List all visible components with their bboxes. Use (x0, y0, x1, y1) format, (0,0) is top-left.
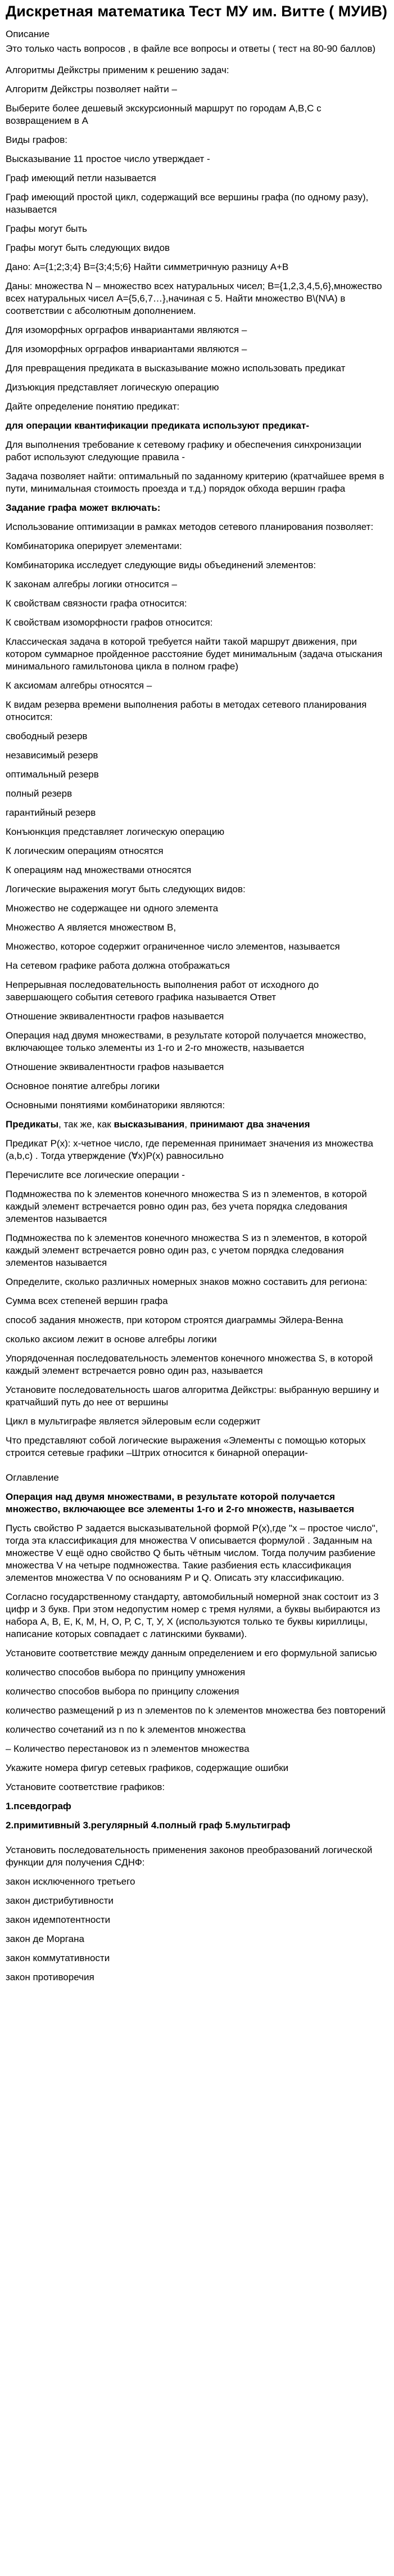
question-item: Операция над двумя множествами, в результате которой получается множество, включающее все элементы 1-го и 2-го множеств, называется (6, 1491, 355, 1514)
question-item: 2.примитивный 3.регулярный 4.полный граф 5.мультиграф (6, 1820, 291, 1831)
question-item: Использование оптимизации в рамках методов сетевого планирования позволяет: (6, 522, 374, 532)
intro-text: Это только часть вопросов , в файле все вопросы и ответы ( тест на 80-90 баллов) (6, 43, 376, 54)
question-item: закон коммутативности (6, 1953, 110, 1963)
text-run: принимают два значения (189, 1119, 310, 1130)
question-item: Установите соответствие графиков: (6, 1782, 165, 1792)
question-item: для операции квантификации предиката используют предикат- (6, 420, 309, 431)
question-item: Высказывание 11 простое число утверждает - (6, 154, 210, 164)
question-item: Графы могут быть следующих видов (6, 242, 170, 253)
question-item: Алгоритм Дейкстры позволяет найти – (6, 84, 177, 95)
question-item: К логическим операциям относятся (6, 846, 164, 856)
question-item: Задание графа может включать: (6, 502, 161, 513)
question-item: Отношение эквивалентности графов называется (6, 1062, 224, 1072)
question-item: К законам алгебры логики относится – (6, 579, 177, 590)
question-item: Оглавление (6, 1472, 59, 1483)
question-item: закон исключенного третьего (6, 1876, 135, 1887)
question-item: гарантийный резерв (6, 807, 96, 818)
question-item: Упорядоченная последовательность элементов конечного множества S, в которой каждый элемент встречается ровно один раз, называется (6, 1353, 373, 1376)
question-item: Логические выражения могут быть следующих видов: (6, 884, 246, 894)
question-item: Для превращения предиката в высказывание можно использовать предикат (6, 363, 346, 374)
question-item: оптимальный резерв (6, 769, 99, 780)
question-item: Конъюнкция представляет логическую операцию (6, 826, 225, 837)
question-item: Установить последовательность применения законов преобразований логической функции для получения СДНФ: (6, 1845, 373, 1868)
description-label: Описание (6, 29, 50, 39)
question-item: количество размещений р из n элементов по k элементов множества без повторений (6, 1705, 386, 1716)
question-item: Множество не содержащее ни одного элемента (6, 903, 219, 914)
question-item: количество способов выбора по принципу сложения (6, 1686, 239, 1697)
question-item: Подмножества по k элементов конечного множества S из n элементов, в которой каждый элемент встречается ровно один раз, без учета порядка следования элементов называется (6, 1189, 367, 1224)
question-item: Граф имеющий петли называется (6, 173, 156, 183)
question-item: Операция над двумя множествами, в результате которой получается множество, включающее только элементы из 1-го и 2-го множеств, называется (6, 1030, 366, 1053)
question-item: Классическая задача в которой требуется найти такой маршрут движения, при котором суммарное пройденное расстояние будет минимальным (задача отыскания минимального гамильтонова цикла в полном графе) (6, 636, 383, 672)
question-item: К операциям над множествами относятся (6, 865, 192, 875)
text-run: , (184, 1119, 190, 1130)
question-item: Подмножества по k элементов конечного множества S из n элементов, в которой каждый элемент встречается ровно один раз, с учетом порядка следования элементов называется (6, 1233, 367, 1268)
question-item: – Количество перестановок из n элементов множества (6, 1743, 250, 1754)
question-item: Комбинаторика исследует следующие виды объединений элементов: (6, 560, 316, 570)
question-item: количество способов выбора по принципу умножения (6, 1667, 246, 1678)
question-item: полный резерв (6, 788, 73, 799)
question-item: Дайте определение понятию предикат: (6, 401, 180, 412)
question-item: К свойствам изоморфности графов относится: (6, 617, 213, 628)
question-item: Алгоритмы Дейкстры применим к решению задач: (6, 65, 229, 75)
question-item: Согласно государственному стандарту, автомобильный номерной знак состоит из 3 цифр и 3 букв. При этом недопустим номер с тремя нулями, а буквы выбираются из набора А, В, Е, К, М, Н, О, Р, С, Т, У, Х (используются только те буквы кириллицы, написание которых совпадает с латинскими буквами). (6, 1592, 381, 1639)
question-item: На сетевом графике работа должна отображаться (6, 960, 230, 971)
question-item: Граф имеющий простой цикл, содержащий все вершины графа (по одному разу), называется (6, 192, 369, 215)
question-item: Виды графов: (6, 134, 68, 145)
question-item: 1.псевдограф (6, 1801, 71, 1811)
question-item: закон де Моргана (6, 1934, 84, 1944)
question-item: количество сочетаний из n по k элементов множества (6, 1724, 246, 1735)
question-item: независимый резерв (6, 750, 98, 761)
question-item (6, 1118, 388, 1131)
question-item: Комбинаторика оперирует элементами: (6, 541, 182, 551)
question-item: К свойствам связности графа относится: (6, 598, 187, 609)
question-item: Цикл в мультиграфе является эйлеровым если содержит (6, 1416, 261, 1427)
question-item: Отношение эквивалентности графов называется (6, 1011, 224, 1022)
question-item: Дизъюкция представляет логическую операцию (6, 382, 219, 393)
question-item: Основное понятие алгебры логики (6, 1081, 160, 1091)
blank-line (6, 1838, 388, 1844)
question-item: Для изоморфных орграфов инвариантами являются – (6, 344, 247, 354)
question-item: способ задания множеств, при котором строятся диаграммы Эйлера-Венна (6, 1315, 343, 1325)
question-item: закон идемпотентности (6, 1914, 111, 1925)
question-item: К аксиомам алгебры относятся – (6, 680, 152, 691)
question-item: Что представляют собой логические выражения «Элементы с помощью которых строится сетевые графики –Штрих относится к бинарной операции- (6, 1435, 366, 1458)
text-run: , так же, как (58, 1119, 114, 1130)
question-item: Для выполнения требование к сетевому графику и обеспечения синхронизации работ используют следующие правила - (6, 439, 362, 462)
question-item: Задача позволяет найти: оптимальный по заданному критерию (кратчайшее время в пути, минимальная стоимость проезда и т.д.) порядок обхода вершин графа (6, 471, 384, 494)
question-item: Основными понятиями комбинаторики являются: (6, 1100, 225, 1111)
question-item: Укажите номера фигур сетевых графиков, содержащие ошибки (6, 1763, 289, 1773)
text-run: высказывания (114, 1119, 185, 1130)
question-list (6, 64, 388, 1984)
question-item: Дано: А={1;2;3;4} В={3;4;5;6} Найти симметричную разницу А+В (6, 262, 289, 272)
question-item: Непрерывная последовательность выполнения работ от исходного до завершающего события сетевого графика называется Ответ (6, 979, 319, 1002)
question-item: Графы могут быть (6, 223, 88, 234)
question-item: Даны: множества N – множество всех натуральных чисел; В={1,2,3,4,5,6},множество всех натуральных чисел А={5,6,7…},начиная с 5. Найти множество В\(N\А) в соответствии с абсолютным дополнением. (6, 281, 382, 316)
text-run: Предикаты (6, 1119, 59, 1130)
page-title: Дискретная математика Тест МУ им. Витте ( МУИВ) (6, 3, 387, 20)
question-item: Множество, которое содержит ограниченное число элементов, называется (6, 941, 340, 952)
question-item: Определите, сколько различных номерных знаков можно составить для региона: (6, 1276, 368, 1287)
question-item: К видам резерва времени выполнения работы в методах сетевого планирования относится: (6, 699, 367, 722)
question-item: Множество А является множеством В, (6, 922, 176, 933)
question-item: Предикат P(x): x-четное число, где переменная принимает значения из множества (a,b,c) . Тогда утверждение (∀x)P(x) равносильно (6, 1138, 373, 1161)
question-item: сколько аксиом лежит в основе алгебры логики (6, 1334, 217, 1345)
question-item: закон противоречия (6, 1972, 94, 1982)
question-item: Для изоморфных орграфов инвариантами являются – (6, 325, 247, 335)
question-item: Пусть свойство P задается высказывательной формой P(x),где "x – простое число", тогда эта классификация для множества V описывается формулой . Заданным на множестве V ещё одно свойство Q быть чётным числом. Тогда получим разбиение множества V на четыре подмножества. Такие разбиения есть классификация элементов множества V по основаниям P и Q. Описать эту классификацию. (6, 1523, 378, 1583)
question-item: Перечислите все логические операции - (6, 1170, 185, 1180)
blank-line (6, 1466, 388, 1472)
question-item: Выберите более дешевый экскурсионный маршрут по городам А,В,С с возвращением в А (6, 103, 321, 126)
question-item: свободный резерв (6, 731, 88, 741)
question-item: Сумма всех степеней вершин графа (6, 1296, 168, 1306)
question-item: Установите последовательность шагов алгоритма Дейкстры: выбранную вершину и кратчайший путь до нее от вершины (6, 1384, 379, 1408)
question-item: закон дистрибутивности (6, 1895, 114, 1906)
question-item: Установите соответствие между данным определением и его формульной записью (6, 1648, 377, 1658)
